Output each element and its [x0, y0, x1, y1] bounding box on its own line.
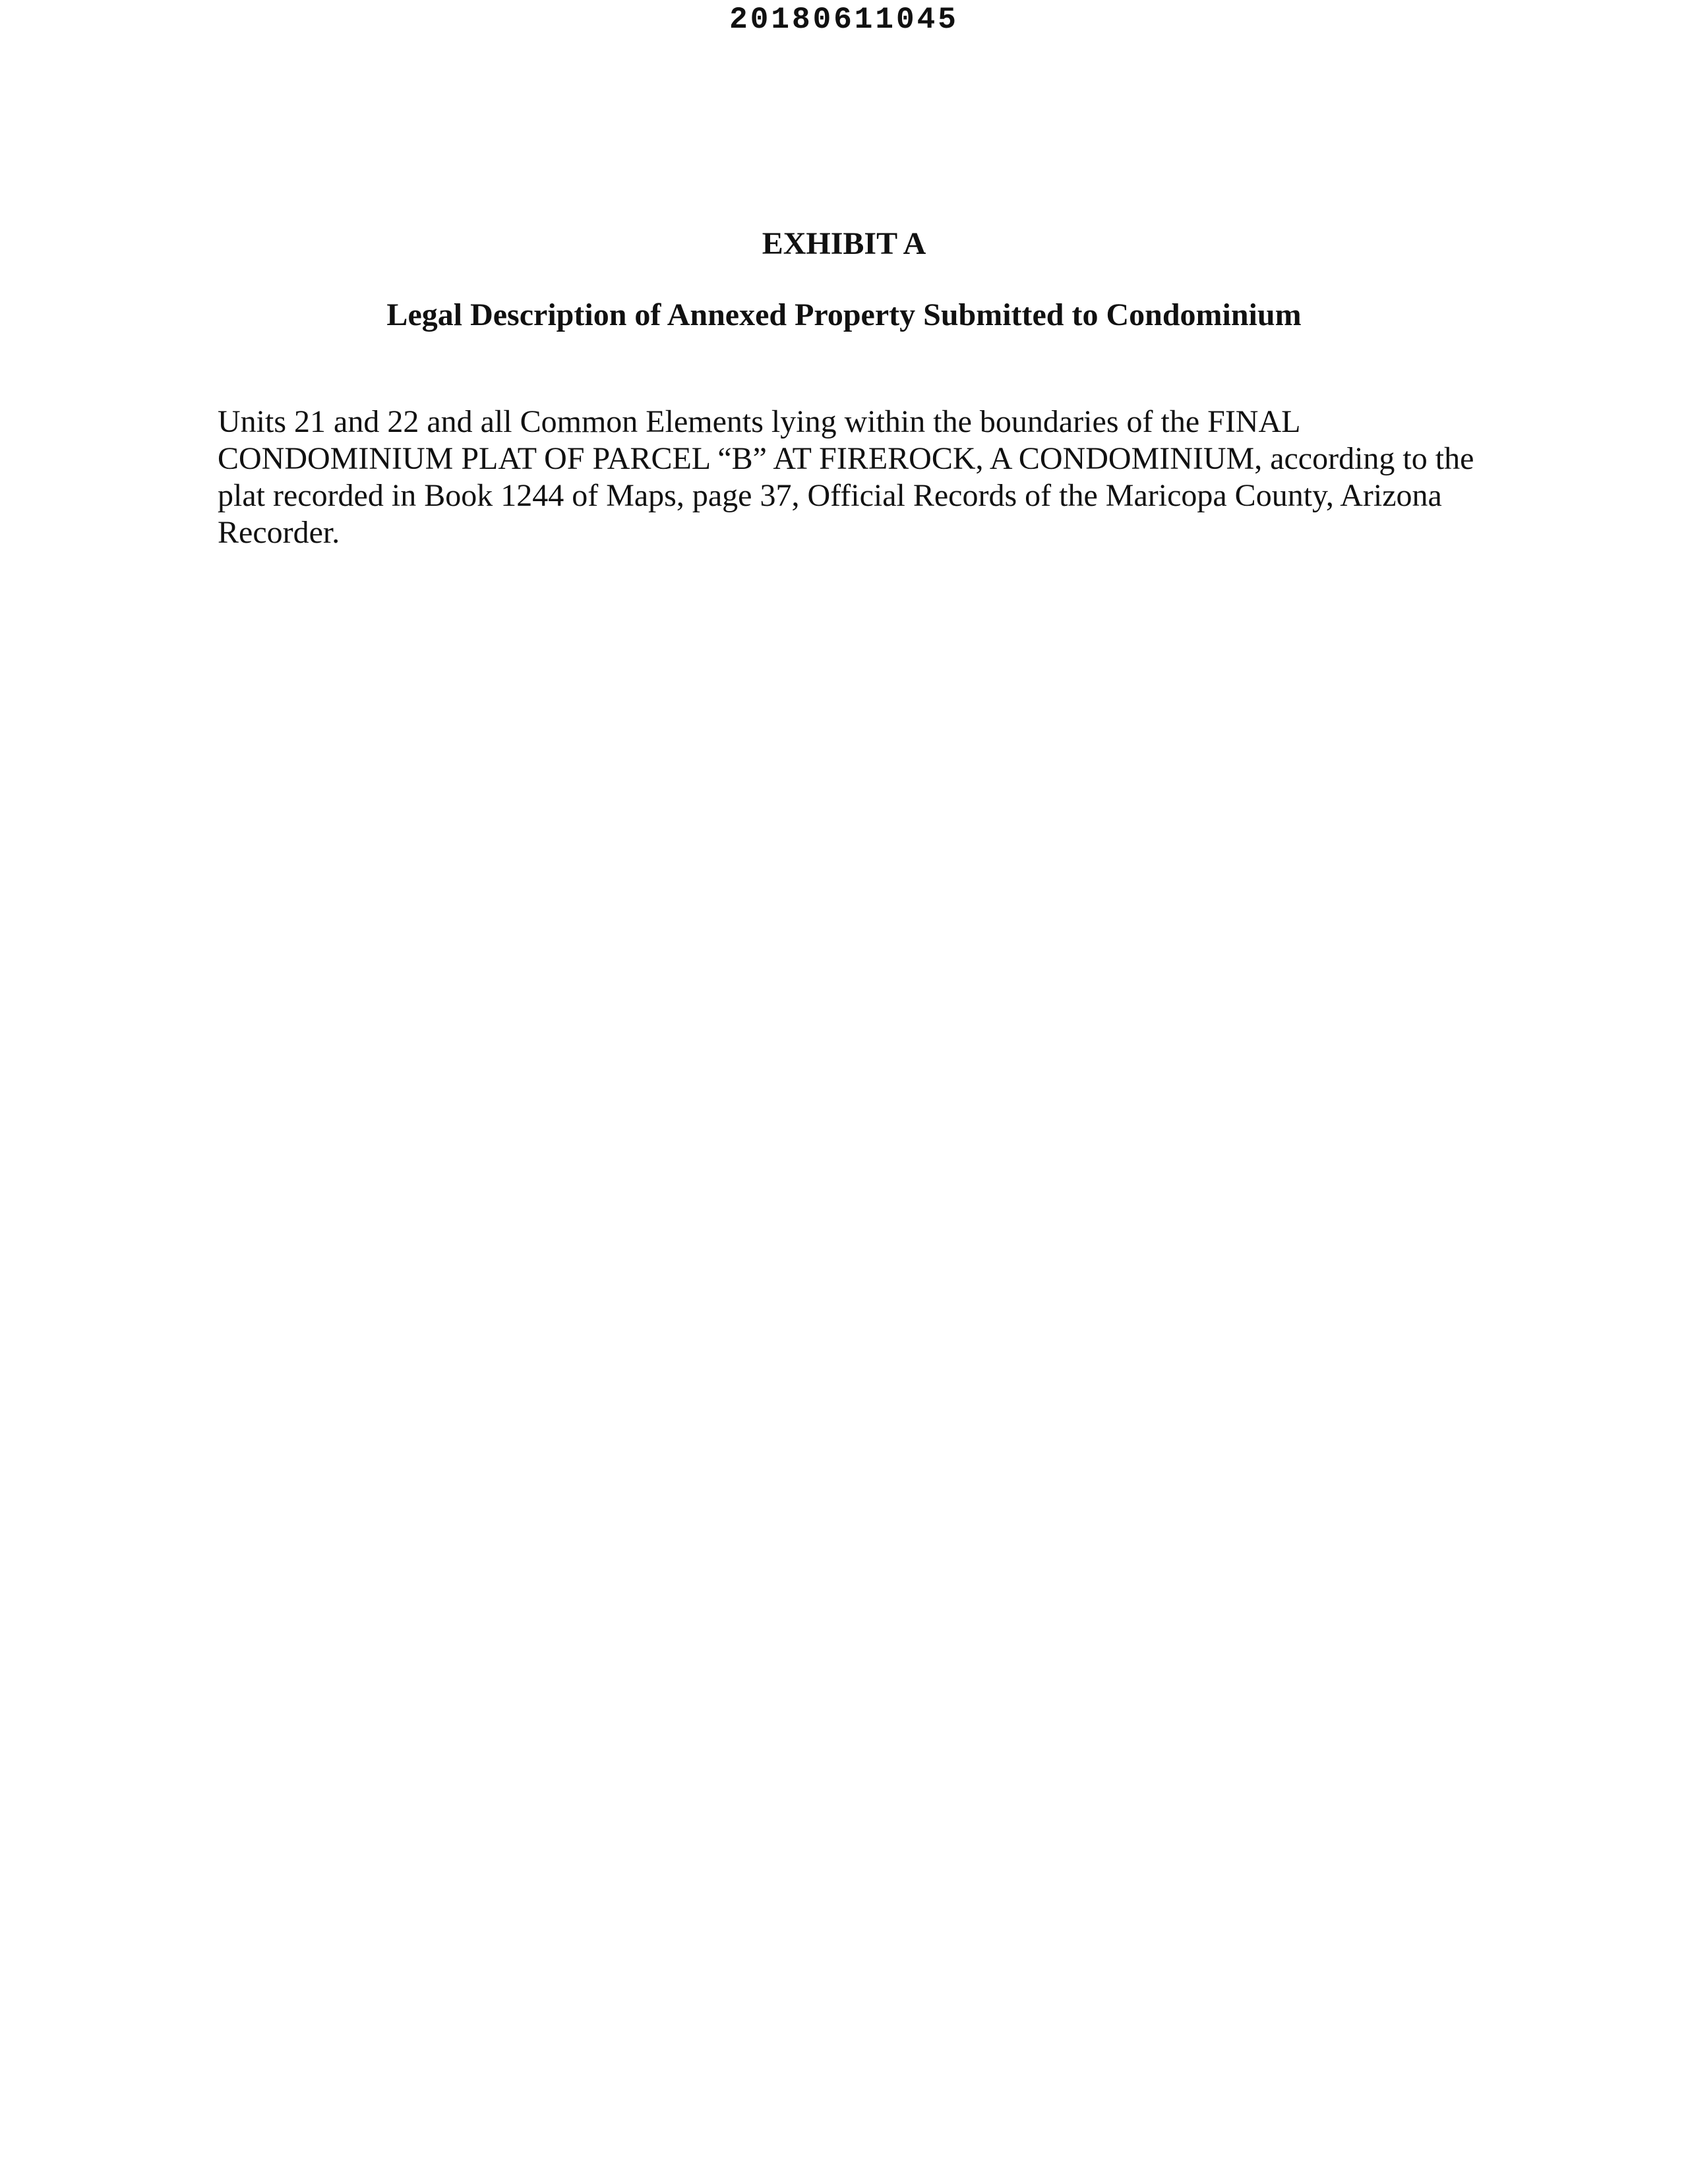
- recording-number: 20180611045: [729, 3, 959, 37]
- exhibit-title: EXHIBIT A: [762, 226, 926, 261]
- legal-description-paragraph: Units 21 and 22 and all Common Elements lying within the boundaries of the FINAL CONDOMINIUM PLAT OF PARCEL “B” AT FIREROCK, A CONDOMINIUM, according to the plat recorded in Book 1244 of Maps, page 37, Official Records of the Maricopa County, Arizona Recorder.: [218, 404, 1474, 550]
- exhibit-subtitle: Legal Description of Annexed Property Submitted to Condominium: [386, 297, 1302, 332]
